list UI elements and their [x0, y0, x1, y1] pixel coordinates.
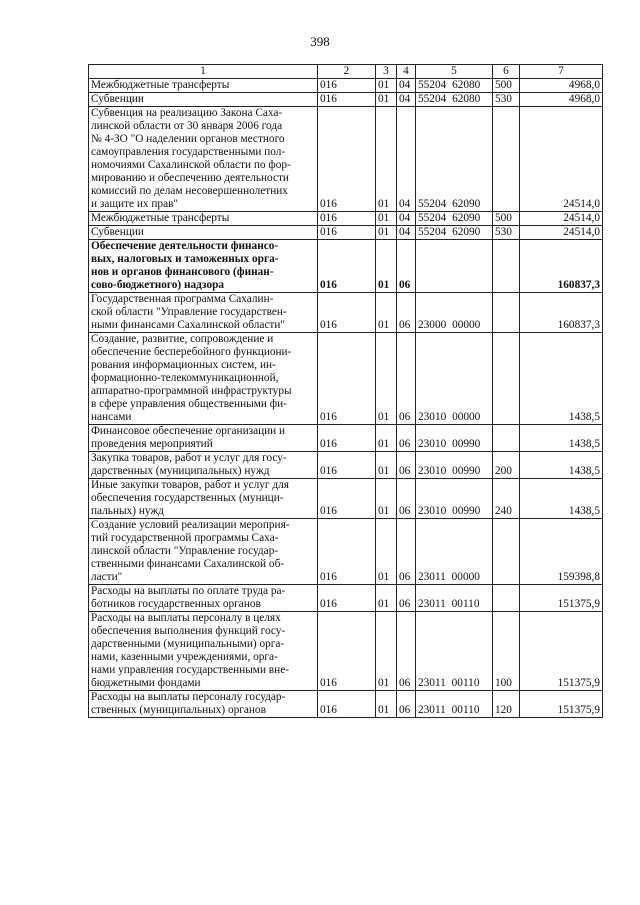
amount-cell: 24514,0 [520, 226, 603, 240]
item-name-line: Расходы на выплаты персоналу государ- [91, 691, 286, 703]
item-name-cell [89, 425, 318, 452]
item-name-line: сово-бюджетного) надзора [91, 279, 225, 291]
header-col-5: 5 [416, 65, 493, 79]
table-row [89, 691, 603, 718]
budget-table [88, 64, 603, 718]
section-code-cell: 01 [376, 240, 397, 293]
target-article-cell: 55204 62090 [416, 226, 493, 240]
ministry-code-cell: 016 [318, 519, 376, 585]
item-name-line: дарственными (муниципальными) орга- [91, 638, 285, 650]
item-name-line: формационно-телекоммуникационной, [91, 372, 279, 384]
item-name-line: нами управления государственными вне- [91, 664, 289, 676]
item-name-line: Расходы на выплаты персоналу в целях [91, 612, 281, 624]
target-article-cell [416, 240, 493, 293]
table-row [89, 479, 603, 519]
item-name-line: Обеспечение деятельности финансо- [91, 240, 279, 252]
target-article-cell: 23010 00990 [416, 479, 493, 519]
target-article-cell: 23011 00110 [416, 585, 493, 612]
item-name-line: обеспечения государственных (муници- [91, 492, 284, 504]
expense-type-cell: 200 [493, 452, 520, 479]
table-row [89, 79, 603, 93]
amount-cell: 24514,0 [520, 107, 603, 212]
item-name-line: Создание условий реализации мероприя- [91, 519, 290, 531]
item-name-line: пальных) нужд [91, 505, 164, 517]
item-name-line: ласти" [91, 571, 123, 583]
subsection-code-cell: 04 [397, 93, 416, 107]
subsection-code-cell: 06 [397, 293, 416, 333]
section-code-cell: 01 [376, 93, 397, 107]
item-name-line: ственными финансами Сахалинской об- [91, 558, 285, 570]
target-article-cell: 23011 00000 [416, 519, 493, 585]
item-name-line: Межбюджетные трансферты [91, 79, 230, 91]
expense-type-cell [493, 425, 520, 452]
item-name-line: нами, казенными учреждениями, орга- [91, 651, 278, 663]
table-body [89, 79, 603, 718]
page-number: 398 [310, 34, 330, 49]
item-name-line: и защите их прав" [91, 198, 179, 210]
item-name-cell [89, 79, 318, 93]
table-row [89, 612, 603, 691]
subsection-code-cell: 06 [397, 425, 416, 452]
item-name-line: обеспечения выполнения функций госу- [91, 625, 286, 637]
header-col-3: 3 [376, 65, 397, 79]
expense-type-cell [493, 107, 520, 212]
expense-type-cell [493, 240, 520, 293]
expense-type-cell [493, 293, 520, 333]
section-code-cell: 01 [376, 293, 397, 333]
subsection-code-cell: 06 [397, 452, 416, 479]
section-code-cell: 01 [376, 519, 397, 585]
item-name-line: ботников государственных органов [91, 598, 261, 610]
item-name-line: рования информационных систем, ин- [91, 359, 276, 371]
item-name-cell [89, 240, 318, 293]
item-name-line: ными финансами Сахалинской области" [91, 319, 286, 331]
header-col-1: 1 [89, 65, 318, 79]
item-name-cell [89, 333, 318, 425]
table-row [89, 293, 603, 333]
section-code-cell: 01 [376, 226, 397, 240]
item-name-line: Иные закупки товаров, работ и услуг для [91, 479, 289, 491]
header-col-7: 7 [520, 65, 603, 79]
item-name-cell [89, 293, 318, 333]
subsection-code-cell: 06 [397, 519, 416, 585]
item-name-cell [89, 585, 318, 612]
item-name-cell [89, 519, 318, 585]
item-name-line: аппаратно-программной инфраструктуры [91, 385, 292, 397]
table-row [89, 240, 603, 293]
item-name-cell [89, 212, 318, 226]
item-name-line: Государственная программа Сахалин- [91, 293, 274, 305]
item-name-line: Субвенции [91, 226, 144, 238]
expense-type-cell: 120 [493, 691, 520, 718]
section-code-cell: 01 [376, 107, 397, 212]
section-code-cell: 01 [376, 612, 397, 691]
expense-type-cell: 100 [493, 612, 520, 691]
table-row [89, 585, 603, 612]
section-code-cell: 01 [376, 425, 397, 452]
item-name-line: проведения мероприятий [91, 438, 213, 450]
item-name-line: Субвенции [91, 93, 144, 105]
target-article-cell: 55204 62090 [416, 107, 493, 212]
amount-cell: 160837,3 [520, 240, 603, 293]
header-row [89, 65, 603, 79]
item-name-line: ственных (муниципальных) органов [91, 704, 266, 716]
ministry-code-cell: 016 [318, 585, 376, 612]
item-name-line: нансами [91, 411, 132, 423]
item-name-line: Финансовое обеспечение организации и [91, 425, 286, 437]
item-name-line: самоуправления государственными пол- [91, 146, 286, 158]
item-name-line: нов и органов финансового (финан- [91, 266, 274, 278]
section-code-cell: 01 [376, 452, 397, 479]
target-article-cell: 55204 62080 [416, 93, 493, 107]
subsection-code-cell: 04 [397, 79, 416, 93]
subsection-code-cell: 06 [397, 612, 416, 691]
item-name-cell [89, 226, 318, 240]
item-name-line: № 4-ЗО "О наделении органов местного [91, 133, 285, 145]
amount-cell: 151375,9 [520, 612, 603, 691]
amount-cell: 159398,8 [520, 519, 603, 585]
subsection-code-cell: 04 [397, 226, 416, 240]
expense-type-cell: 530 [493, 93, 520, 107]
amount-cell: 1438,5 [520, 452, 603, 479]
table-row [89, 425, 603, 452]
item-name-line: номочиями Сахалинской области по фор- [91, 159, 291, 171]
header-col-6: 6 [493, 65, 520, 79]
item-name-line: мированию и обеспечению деятельности [91, 172, 289, 184]
section-code-cell: 01 [376, 479, 397, 519]
ministry-code-cell: 016 [318, 452, 376, 479]
item-name-line: тий государственной программы Саха- [91, 532, 279, 544]
ministry-code-cell: 016 [318, 240, 376, 293]
subsection-code-cell: 06 [397, 333, 416, 425]
item-name-line: Расходы на выплаты по оплате труда ра- [91, 585, 286, 597]
amount-cell: 1438,5 [520, 425, 603, 452]
table-row [89, 93, 603, 107]
item-name-line: в сфере управления общественными фи- [91, 398, 287, 410]
subsection-code-cell: 06 [397, 240, 416, 293]
ministry-code-cell: 016 [318, 212, 376, 226]
expense-type-cell [493, 333, 520, 425]
amount-cell: 160837,3 [520, 293, 603, 333]
target-article-cell: 55204 62090 [416, 212, 493, 226]
amount-cell: 151375,9 [520, 691, 603, 718]
expense-type-cell: 500 [493, 79, 520, 93]
table-row [89, 212, 603, 226]
table-row [89, 519, 603, 585]
ministry-code-cell: 016 [318, 479, 376, 519]
item-name-cell [89, 479, 318, 519]
header-col-4: 4 [397, 65, 416, 79]
item-name-line: бюджетными фондами [91, 677, 201, 689]
item-name-line: вых, налоговых и таможенных орга- [91, 253, 279, 265]
subsection-code-cell: 06 [397, 585, 416, 612]
item-name-line: обеспечение бесперебойного функциони- [91, 346, 292, 358]
section-code-cell: 01 [376, 585, 397, 612]
expense-type-cell: 240 [493, 479, 520, 519]
table-row [89, 333, 603, 425]
ministry-code-cell: 016 [318, 612, 376, 691]
subsection-code-cell: 04 [397, 212, 416, 226]
ministry-code-cell: 016 [318, 293, 376, 333]
section-code-cell: 01 [376, 333, 397, 425]
ministry-code-cell: 016 [318, 333, 376, 425]
subsection-code-cell: 04 [397, 107, 416, 212]
target-article-cell: 23010 00990 [416, 425, 493, 452]
item-name-cell [89, 452, 318, 479]
amount-cell: 1438,5 [520, 479, 603, 519]
item-name-line: Межбюджетные трансферты [91, 212, 230, 224]
ministry-code-cell: 016 [318, 79, 376, 93]
expense-type-cell [493, 585, 520, 612]
item-name-cell [89, 612, 318, 691]
amount-cell: 4968,0 [520, 79, 603, 93]
item-name-cell [89, 691, 318, 718]
item-name-line: ской области "Управление государствен- [91, 306, 287, 318]
item-name-line: Субвенция на реализацию Закона Саха- [91, 107, 283, 119]
item-name-line: линской области от 30 января 2006 года [91, 120, 283, 132]
header-col-2: 2 [318, 65, 376, 79]
target-article-cell: 55204 62080 [416, 79, 493, 93]
section-code-cell: 01 [376, 212, 397, 226]
target-article-cell: 23010 00990 [416, 452, 493, 479]
target-article-cell: 23011 00110 [416, 691, 493, 718]
item-name-line: дарственных (муниципальных) нужд [91, 465, 270, 477]
table-row [89, 226, 603, 240]
ministry-code-cell: 016 [318, 226, 376, 240]
item-name-line: Закупка товаров, работ и услуг для госу- [91, 452, 287, 464]
target-article-cell: 23000 00000 [416, 293, 493, 333]
amount-cell: 24514,0 [520, 212, 603, 226]
subsection-code-cell: 06 [397, 691, 416, 718]
subsection-code-cell: 06 [397, 479, 416, 519]
item-name-line: комиссий по делам несовершеннолетних [91, 185, 288, 197]
ministry-code-cell: 016 [318, 107, 376, 212]
amount-cell: 4968,0 [520, 93, 603, 107]
section-code-cell: 01 [376, 691, 397, 718]
table-row [89, 107, 603, 212]
item-name-line: линской области "Управление государ- [91, 545, 279, 557]
target-article-cell: 23011 00110 [416, 612, 493, 691]
ministry-code-cell: 016 [318, 691, 376, 718]
amount-cell: 1438,5 [520, 333, 603, 425]
item-name-cell [89, 93, 318, 107]
expense-type-cell: 530 [493, 226, 520, 240]
table-row [89, 452, 603, 479]
expense-type-cell [493, 519, 520, 585]
amount-cell: 151375,9 [520, 585, 603, 612]
item-name-line: Создание, развитие, сопровождение и [91, 333, 274, 345]
expense-type-cell: 500 [493, 212, 520, 226]
target-article-cell: 23010 00000 [416, 333, 493, 425]
ministry-code-cell: 016 [318, 425, 376, 452]
item-name-cell [89, 107, 318, 212]
ministry-code-cell: 016 [318, 93, 376, 107]
section-code-cell: 01 [376, 79, 397, 93]
